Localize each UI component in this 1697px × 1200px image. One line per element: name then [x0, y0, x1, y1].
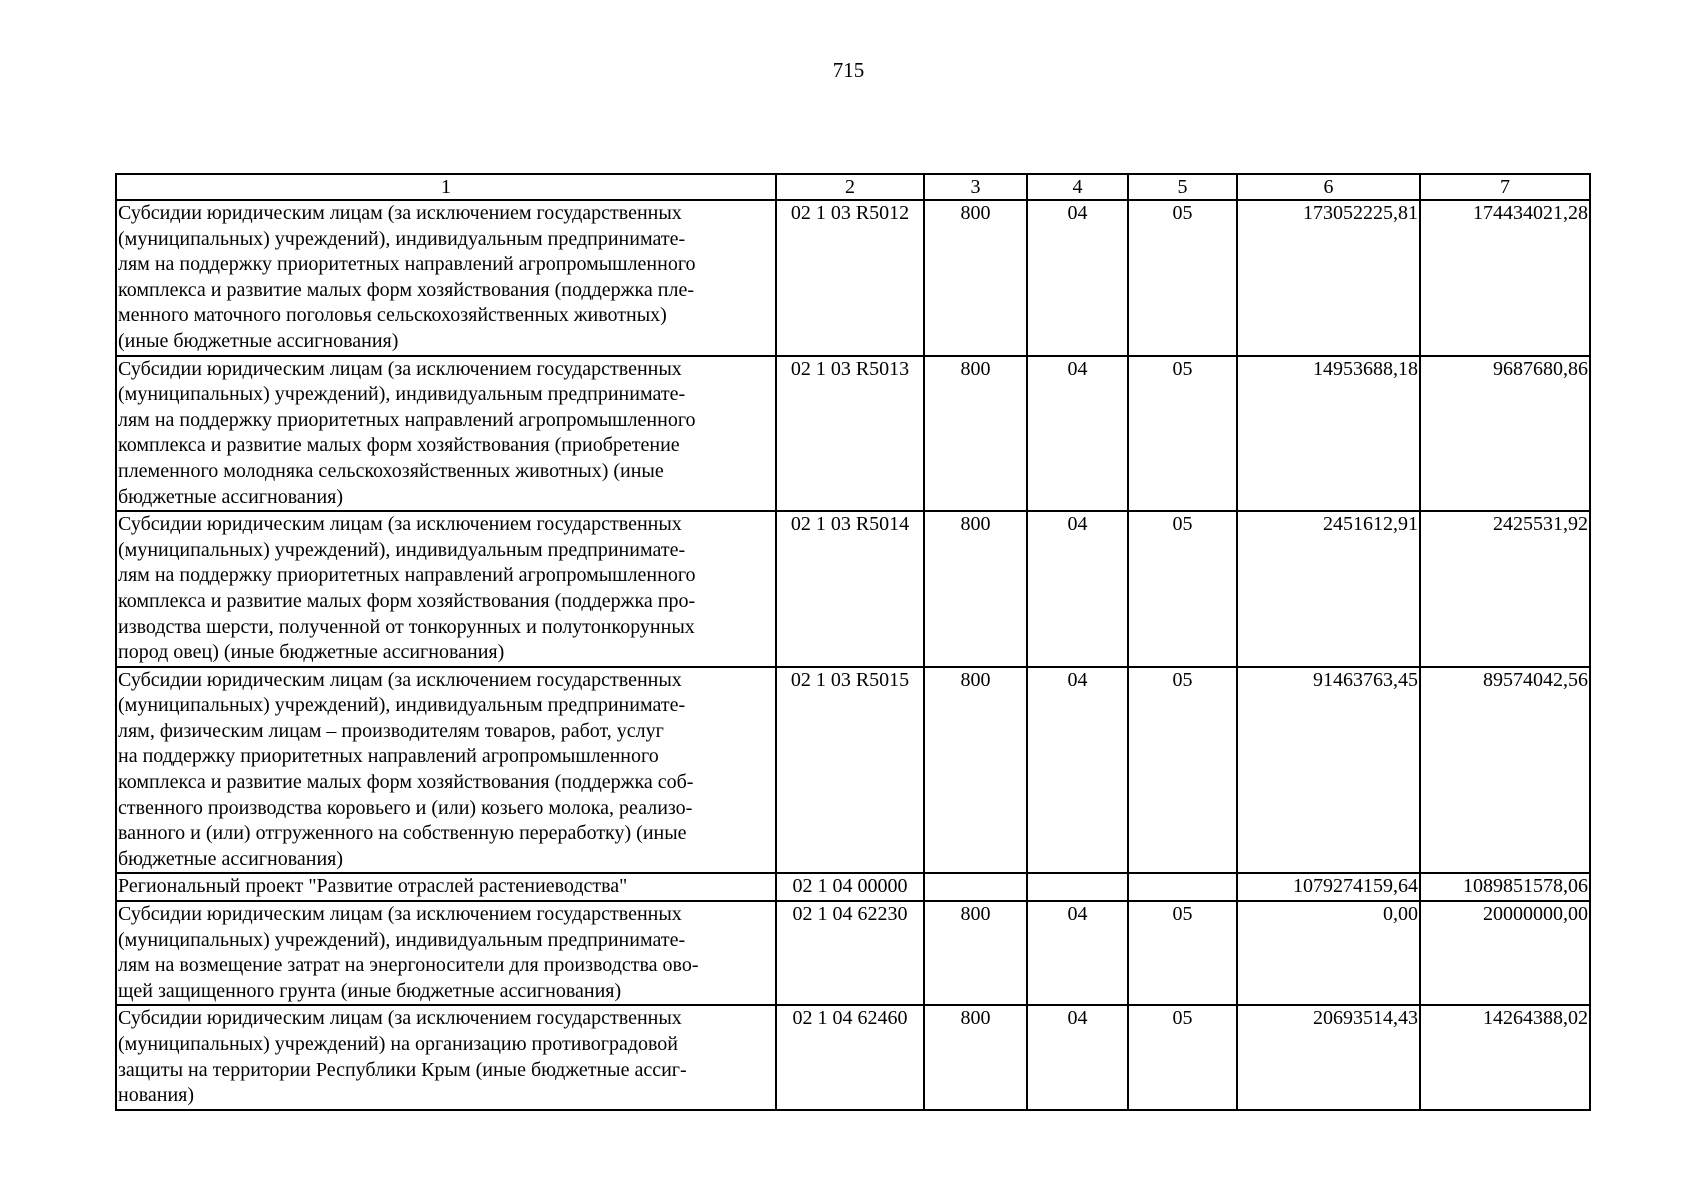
expense-name-line: Субсидии юридическим лицам (за исключением государственных [118, 513, 682, 536]
expense-type-cell: 800 [924, 356, 1027, 512]
expense-name-line: на поддержку приоритетных направлений агропромышленного [118, 745, 659, 768]
amount-year2-cell: 9687680,86 [1420, 356, 1590, 512]
table-row [116, 873, 1590, 901]
table-header [116, 174, 1590, 200]
expense-type-cell: 800 [924, 667, 1027, 874]
amount-year2-cell: 20000000,00 [1420, 901, 1590, 1005]
expense-name-line: (муниципальных) учреждений), индивидуальным предпринимате- [118, 694, 686, 717]
section-cell: 04 [1027, 511, 1128, 667]
expense-name-line: (муниципальных) учреждений), индивидуальным предпринимате- [118, 383, 686, 406]
table-row [116, 667, 1590, 874]
expense-name-line: защиты на территории Республики Крым (иные бюджетные ассиг- [118, 1058, 687, 1081]
expense-name-line: племенного молодняка сельскохозяйственных животных) (иные [118, 459, 664, 482]
expense-name-cell [116, 667, 776, 874]
expense-name-line: (муниципальных) учреждений) на организацию противоградовой [118, 1033, 679, 1055]
amount-year1-cell: 91463763,45 [1237, 667, 1420, 874]
expense-name-line: бюджетные ассигнования) [118, 847, 344, 870]
expense-name-line: (муниципальных) учреждений), индивидуальным предпринимате- [118, 928, 686, 951]
expense-name-line: лям, физическим лицам – производителям товаров, работ, услуг [118, 719, 664, 742]
target-article-cell: 02 1 03 R5014 [776, 511, 924, 667]
expense-name-cell [116, 901, 776, 1005]
section-cell: 04 [1027, 200, 1128, 356]
amount-year1-cell: 2451612,91 [1237, 511, 1420, 667]
amount-year1-cell: 1079274159,64 [1237, 873, 1420, 901]
expense-type-cell: 800 [924, 200, 1027, 356]
target-article-cell: 02 1 03 R5015 [776, 667, 924, 874]
expense-name-line: Субсидии юридическим лицам (за исключением государственных [118, 668, 682, 691]
header-row [116, 174, 1590, 200]
section-cell [1027, 873, 1128, 901]
expense-type-cell: 800 [924, 901, 1027, 1005]
target-article-cell: 02 1 03 R5012 [776, 200, 924, 356]
table-row [116, 356, 1590, 512]
expense-name-line: изводства шерсти, полученной от тонкорунных и полутонкорунных [118, 615, 695, 638]
expense-name-line: (муниципальных) учреждений), индивидуальным предпринимате- [118, 227, 686, 250]
subsection-cell: 05 [1128, 667, 1237, 874]
expense-name-line: менного маточного поголовья сельскохозяйственных животных) [118, 304, 667, 327]
subsection-cell: 05 [1128, 1005, 1237, 1109]
target-article-cell: 02 1 04 00000 [776, 873, 924, 901]
expense-name-line: Субсидии юридическим лицам (за исключением государственных [118, 357, 682, 380]
expense-name-line: комплекса и развитие малых форм хозяйствования (поддержка про- [118, 589, 696, 612]
table-body [116, 200, 1590, 1110]
expense-name-line: пород овец) (иные бюджетные ассигнования) [118, 641, 505, 664]
amount-year2-cell: 89574042,56 [1420, 667, 1590, 874]
page-number: 715 [832, 58, 865, 82]
expense-name-line: ванного и (или) отгруженного на собственную переработку) (иные [118, 822, 687, 845]
expense-name-line: комплекса и развитие малых форм хозяйствования (поддержка пле- [118, 278, 694, 301]
amount-year2-cell: 174434021,28 [1420, 200, 1590, 356]
expense-name-line: Субсидии юридическим лицам (за исключением государственных [118, 202, 682, 224]
expense-name-line: (иные бюджетные ассигнования) [118, 329, 399, 352]
subsection-cell: 05 [1128, 200, 1237, 356]
expense-type-cell: 800 [924, 511, 1027, 667]
expense-name-line: щей защищенного грунта (иные бюджетные ассигнования) [118, 979, 622, 1002]
expense-name-line: лям на поддержку приоритетных направлений агропромышленного [118, 408, 696, 431]
amount-year1-cell: 14953688,18 [1237, 356, 1420, 512]
section-cell: 04 [1027, 356, 1128, 512]
expense-name-line: комплекса и развитие малых форм хозяйствования (приобретение [118, 434, 680, 457]
header-col-6: 6 [1237, 174, 1420, 200]
section-cell: 04 [1027, 667, 1128, 874]
section-cell: 04 [1027, 901, 1128, 1005]
header-col-7: 7 [1420, 174, 1590, 200]
expense-name-line: Субсидии юридическим лицам (за исключением государственных [118, 903, 682, 926]
expense-name-cell [116, 1005, 776, 1109]
header-col-3: 3 [924, 174, 1027, 200]
section-cell: 04 [1027, 1005, 1128, 1109]
expense-type-cell: 800 [924, 1005, 1027, 1109]
expense-name-line: лям на возмещение затрат на энергоносители для производства ово- [118, 954, 699, 977]
amount-year1-cell: 173052225,81 [1237, 200, 1420, 356]
expense-name-cell [116, 511, 776, 667]
subsection-cell: 05 [1128, 901, 1237, 1005]
target-article-cell: 02 1 03 R5013 [776, 356, 924, 512]
expense-type-cell [924, 873, 1027, 901]
header-col-1: 1 [116, 174, 776, 200]
amount-year1-cell: 0,00 [1237, 901, 1420, 1005]
header-col-5: 5 [1128, 174, 1237, 200]
header-col-2: 2 [776, 174, 924, 200]
table-row [116, 200, 1590, 356]
subsection-cell [1128, 873, 1237, 901]
expense-name-line: лям на поддержку приоритетных направлений агропромышленного [118, 253, 696, 276]
expense-name-line: комплекса и развитие малых форм хозяйствования (поддержка соб- [118, 771, 694, 794]
amount-year2-cell: 14264388,02 [1420, 1005, 1590, 1109]
subsection-cell: 05 [1128, 356, 1237, 512]
expense-name-line: нования) [118, 1084, 195, 1107]
amount-year2-cell: 1089851578,06 [1420, 873, 1590, 901]
target-article-cell: 02 1 04 62230 [776, 901, 924, 1005]
expense-name-line: Субсидии юридическим лицам (за исключением государственных [118, 1007, 682, 1030]
expense-name-line: лям на поддержку приоритетных направлений агропромышленного [118, 564, 696, 587]
expense-name-line: бюджетные ассигнования) [118, 485, 344, 508]
expense-name-cell [116, 873, 776, 901]
expense-name-cell [116, 356, 776, 512]
expense-name-cell [116, 200, 776, 356]
subsection-cell: 05 [1128, 511, 1237, 667]
table-row [116, 901, 1590, 1005]
expense-name-line: ственного производства коровьего и (или) козьего молока, реализо- [118, 796, 693, 819]
table-row [116, 1005, 1590, 1109]
amount-year1-cell: 20693514,43 [1237, 1005, 1420, 1109]
table-row [116, 511, 1590, 667]
expense-name-line: Региональный проект "Развитие отраслей растениеводства" [118, 875, 628, 898]
target-article-cell: 02 1 04 62460 [776, 1005, 924, 1109]
budget-table [115, 173, 1591, 1111]
header-col-4: 4 [1027, 174, 1128, 200]
amount-year2-cell: 2425531,92 [1420, 511, 1590, 667]
expense-name-line: (муниципальных) учреждений), индивидуальным предпринимате- [118, 538, 686, 561]
